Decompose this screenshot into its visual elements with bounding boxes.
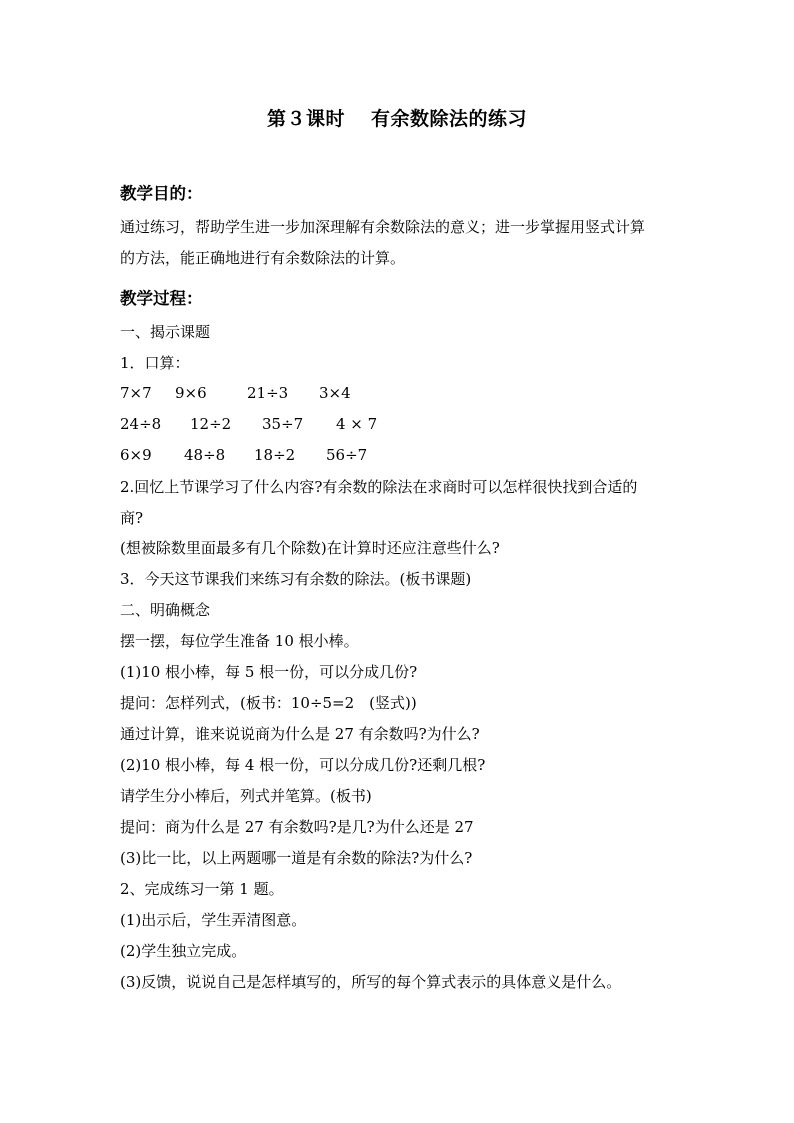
calc-expression: 35÷7 xyxy=(262,415,304,433)
title-lesson: 第３课时 xyxy=(266,108,345,130)
calc-row-1 xyxy=(120,383,351,403)
text-line: (3)反馈，说说自己是怎样填写的，所写的每个算式表示的具体意义是什么。 xyxy=(120,973,622,991)
page-title xyxy=(0,104,794,131)
calc-expression: 6×9 xyxy=(120,446,152,464)
text-line: (2)学生独立完成。 xyxy=(120,942,247,960)
process-heading: 教学过程： xyxy=(120,289,203,308)
item-2-line-1: 2.回忆上节课学习了什么内容?有余数的除法在求商时可以怎样很快找到合适的 xyxy=(120,478,638,496)
calc-expression: 9×6 xyxy=(175,384,207,402)
calc-expression: 18÷2 xyxy=(254,446,296,464)
section-1-heading: 一、揭示课题 xyxy=(120,323,211,341)
title-topic: 有余数除法的练习 xyxy=(371,108,528,130)
calc-expression: 21÷3 xyxy=(247,384,289,402)
calc-row-2 xyxy=(120,414,377,434)
section-2-heading: 二、明确概念 xyxy=(120,601,211,619)
item-1-mental-math: 1．口算： xyxy=(120,354,190,372)
calc-expression: 48÷8 xyxy=(184,446,226,464)
goal-heading: 教学目的： xyxy=(120,184,203,203)
text-line: 通过计算，谁来说说商为什么是 27 有余数吗?为什么? xyxy=(120,725,480,743)
text-line: 摆一摆，每位学生准备 10 根小棒。 xyxy=(120,632,359,650)
calc-expression: 3×4 xyxy=(319,384,351,402)
text-line: 2、完成练习一第 1 题。 xyxy=(120,880,284,898)
text-line: 提问：商为什么是 27 有余数吗?是几?为什么还是 27 xyxy=(120,818,474,836)
calc-row-3 xyxy=(120,445,367,465)
calc-expression: 12÷2 xyxy=(190,415,232,433)
goal-text-line-1: 通过练习，帮助学生进一步加深理解有余数除法的意义；进一步掌握用竖式计算 xyxy=(120,218,646,236)
item-2-line-2: 商? xyxy=(120,509,144,527)
text-line: (1)出示后，学生弄清图意。 xyxy=(120,911,307,929)
calc-expression: 4 × 7 xyxy=(336,415,378,433)
calc-expression: 7×7 xyxy=(120,384,152,402)
calc-expression: 24÷8 xyxy=(120,415,162,433)
text-line: 请学生分小棒后，列式并笔算。(板书) xyxy=(120,787,372,805)
calc-expression: 56÷7 xyxy=(326,446,368,464)
text-line: (1)10 根小棒，每 5 根一份，可以分成几份? xyxy=(120,663,418,681)
text-line: (3)比一比，以上两题哪一道是有余数的除法?为什么? xyxy=(120,849,473,867)
item-2-line-3: (想被除数里面最多有几个除数)在计算时还应注意些什么? xyxy=(120,539,500,557)
text-line: 提问：怎样列式，(板书：10÷5=2 (竖式)) xyxy=(120,694,417,712)
goal-text-line-2: 的方法，能正确地进行有余数除法的计算。 xyxy=(120,249,406,267)
text-line: (2)10 根小棒，每 4 根一份，可以分成几份?还剩几根? xyxy=(120,756,486,774)
item-3: 3．今天这节课我们来练习有余数的除法。(板书课题) xyxy=(120,570,472,588)
